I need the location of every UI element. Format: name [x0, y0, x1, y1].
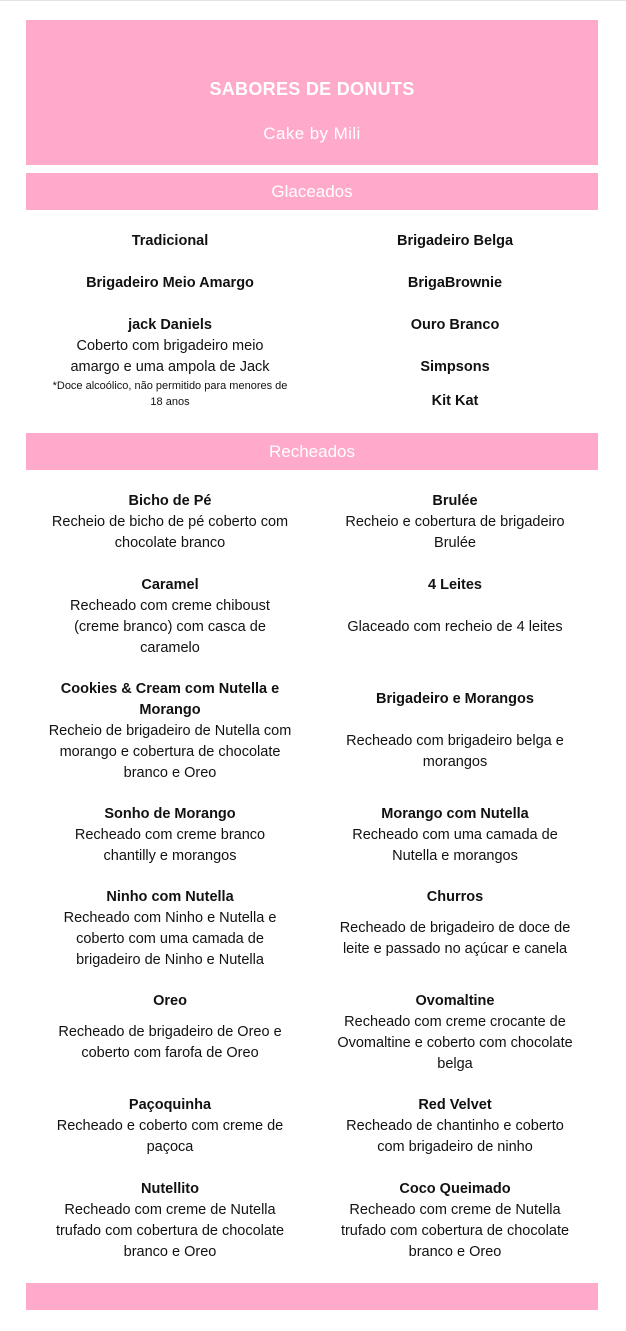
- flavor-name: Simpsons: [420, 359, 490, 375]
- flavor-description: Brulée: [434, 535, 476, 551]
- flavor-description: morangos: [422, 754, 488, 770]
- flavor-description: (creme branco) com casca de: [74, 619, 266, 635]
- flavor-name: Bicho de Pé: [128, 493, 212, 509]
- flavor-item: [28, 679, 312, 784]
- flavor-description: coberto com farofa de Oreo: [81, 1045, 259, 1061]
- flavor-description: trufado com cobertura de chocolate: [55, 1223, 285, 1239]
- flavor-name: Tradicional: [131, 233, 209, 249]
- flavor-name: Kit Kat: [431, 393, 479, 409]
- section-heading-glaceados: Glaceados: [26, 173, 598, 210]
- flavor-description: Recheado com brigadeiro belga e: [346, 733, 564, 749]
- flavor-description: brigadeiro de Ninho e Nutella: [76, 952, 264, 968]
- flavor-description: leite e passado no açúcar e canela: [342, 941, 568, 957]
- flavor-description: Recheado de brigadeiro de Oreo e: [58, 1024, 282, 1040]
- flavor-item: [313, 491, 597, 554]
- flavor-description: chocolate branco: [114, 535, 226, 551]
- flavor-description: morango e cobertura de chocolate: [59, 744, 281, 760]
- menu-header: [26, 20, 598, 165]
- flavor-name: jack Daniels: [128, 317, 212, 333]
- top-divider: [0, 0, 626, 1]
- flavor-item: [313, 231, 597, 252]
- flavor-name: Paçoquinha: [128, 1097, 212, 1113]
- flavor-item: [313, 575, 597, 638]
- flavor-item: [28, 991, 312, 1064]
- flavor-description: Nutella e morangos: [392, 848, 518, 864]
- flavor-name: Churros: [426, 889, 484, 905]
- flavor-description: coberto com uma camada de: [76, 931, 264, 947]
- flavor-description: Recheado com creme de Nutella: [64, 1202, 276, 1218]
- age-warning-note: 18 anos: [150, 396, 190, 408]
- flavor-description: Recheio de bicho de pé coberto com: [51, 514, 289, 530]
- flavor-description: com brigadeiro de ninho: [377, 1139, 533, 1155]
- flavor-description: Recheio e cobertura de brigadeiro: [345, 514, 565, 530]
- flavor-name: BrigaBrownie: [407, 275, 503, 291]
- flavor-description: Recheado de chantinho e coberto: [346, 1118, 564, 1134]
- flavor-name: Ninho com Nutella: [106, 889, 234, 905]
- flavor-description: Recheado com creme chiboust: [70, 598, 270, 614]
- flavor-name: Cookies & Cream com Nutella e: [60, 681, 280, 697]
- flavor-name: 4 Leites: [428, 577, 482, 593]
- flavor-item: [313, 391, 597, 412]
- footer-bar: [26, 1283, 598, 1310]
- flavor-description: Glaceado com recheio de 4 leites: [347, 619, 563, 635]
- flavor-description: branco e Oreo: [123, 1244, 217, 1260]
- flavor-name: Nutellito: [141, 1181, 199, 1197]
- flavor-name: Brulée: [432, 493, 478, 509]
- flavor-description: amargo e uma ampola de Jack: [70, 359, 270, 375]
- flavor-description: branco e Oreo: [123, 765, 217, 781]
- flavor-item: [313, 991, 597, 1075]
- section-heading-recheados: Recheados: [26, 433, 598, 470]
- flavor-item: [28, 804, 312, 867]
- flavor-name: Caramel: [141, 577, 199, 593]
- brand-subtitle: Cake by Mili: [263, 124, 361, 143]
- flavor-name: Ovomaltine: [415, 993, 495, 1009]
- flavor-name: Coco Queimado: [399, 1181, 511, 1197]
- flavor-description: Recheio de brigadeiro de Nutella com: [48, 723, 292, 739]
- flavor-item: [28, 315, 312, 410]
- flavor-item: [313, 887, 597, 960]
- flavor-description: Coberto com brigadeiro meio: [76, 338, 264, 354]
- flavor-name: Brigadeiro Meio Amargo: [86, 275, 254, 291]
- flavor-description: Recheado com Ninho e Nutella e: [63, 910, 277, 926]
- flavor-name: Oreo: [153, 993, 187, 1009]
- flavor-item: [28, 491, 312, 554]
- flavor-item: [313, 689, 597, 773]
- flavor-description: Recheado com creme crocante de: [344, 1014, 566, 1030]
- flavor-description: Recheado e coberto com creme de: [56, 1118, 284, 1134]
- age-warning-note: *Doce alcoólico, não permitido para menores de: [52, 380, 288, 392]
- flavor-description: branco e Oreo: [408, 1244, 502, 1260]
- flavor-item: [313, 273, 597, 294]
- flavor-item: [313, 315, 597, 336]
- flavor-name: Ouro Branco: [410, 317, 500, 333]
- flavor-description: Ovomaltine e coberto com chocolate: [337, 1035, 573, 1051]
- flavor-name: Brigadeiro Belga: [396, 233, 514, 249]
- flavor-item: [28, 1179, 312, 1263]
- flavor-description: Recheado com uma camada de: [352, 827, 558, 843]
- flavor-item: [313, 1179, 597, 1263]
- flavor-item: [28, 1095, 312, 1158]
- flavor-name: Brigadeiro e Morangos: [376, 691, 534, 707]
- flavor-name: Sonho de Morango: [104, 806, 236, 822]
- flavor-description: caramelo: [140, 640, 200, 656]
- flavor-item: [28, 231, 312, 252]
- page-title: SABORES DE DONUTS: [209, 79, 415, 99]
- flavor-description: chantilly e morangos: [103, 848, 237, 864]
- flavor-name: Morango com Nutella: [381, 806, 529, 822]
- flavor-item: [28, 273, 312, 294]
- flavor-description: Recheado com creme de Nutella: [349, 1202, 561, 1218]
- flavor-description: trufado com cobertura de chocolate: [340, 1223, 570, 1239]
- flavor-name: Morango: [139, 702, 201, 718]
- flavor-description: Recheado com creme branco: [74, 827, 266, 843]
- flavor-item: [28, 887, 312, 971]
- flavor-name: Red Velvet: [418, 1097, 492, 1113]
- flavor-description: Recheado de brigadeiro de doce de: [339, 920, 571, 936]
- flavor-description: paçoca: [146, 1139, 194, 1155]
- flavor-item: [313, 1095, 597, 1158]
- flavor-item: [313, 357, 597, 378]
- flavor-item: [28, 575, 312, 659]
- flavor-description: belga: [437, 1056, 473, 1072]
- flavor-item: [313, 804, 597, 867]
